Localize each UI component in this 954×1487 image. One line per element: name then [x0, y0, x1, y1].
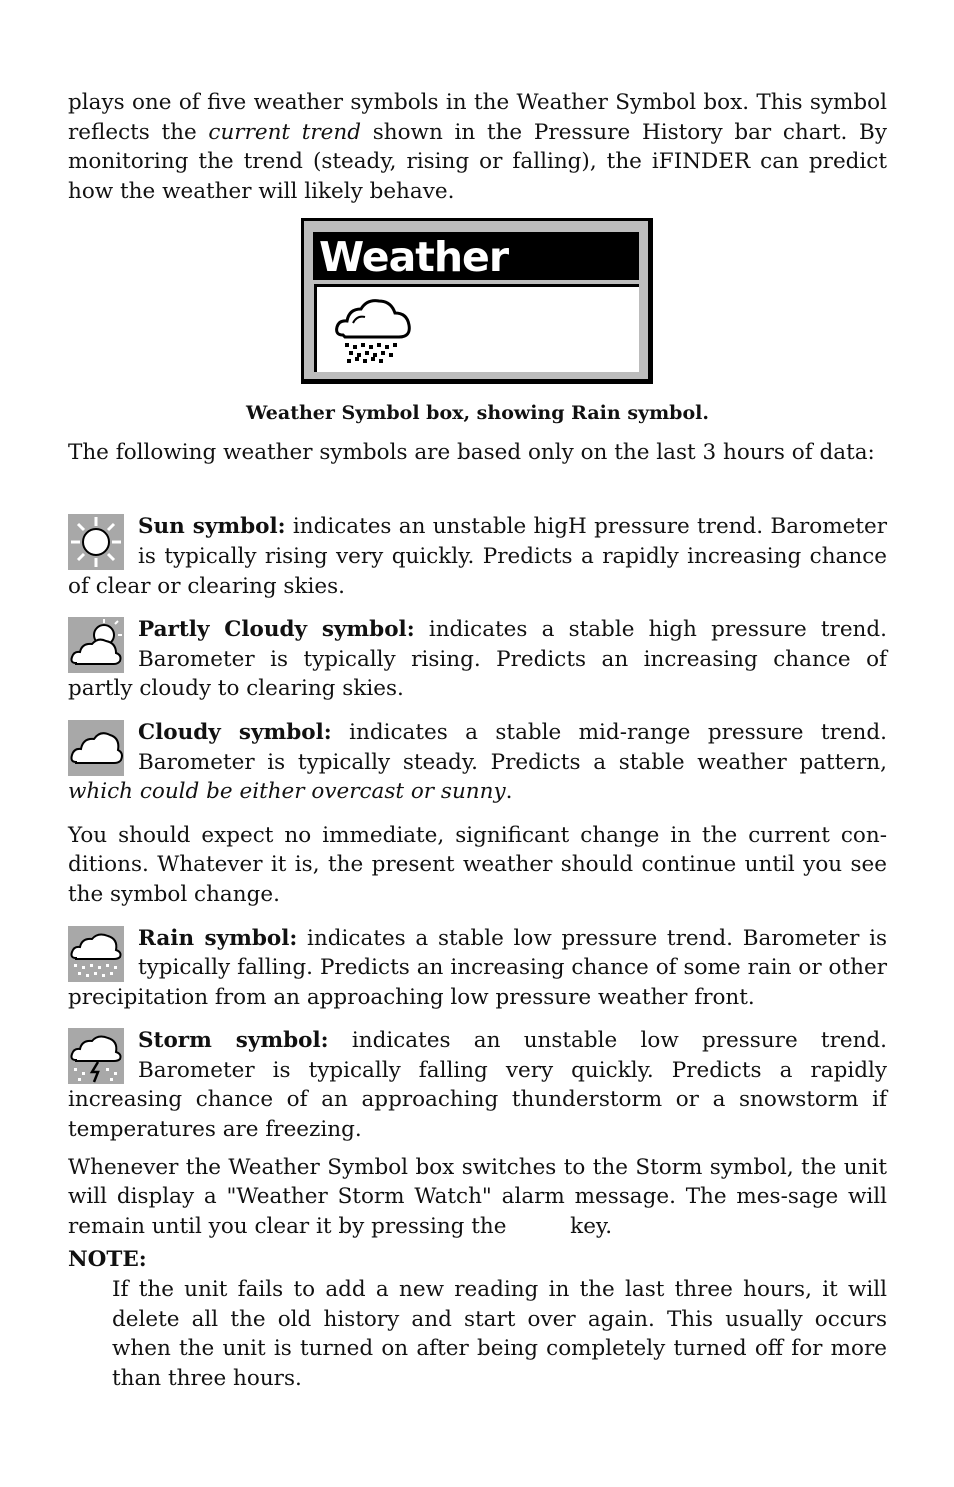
steady-note-paragraph: You should expect no immediate, significant change in the current con-ditions. Whatever it is, the present weather should continue until you see the symbol change.	[68, 822, 887, 907]
sun-symbol-text: indicates an unstable higH pressure trend. Barometer is typically rising very quickly. Predicts a rapidly increasing chance of clear or clearing skies.	[68, 514, 887, 599]
rain-symbol-entry	[68, 924, 887, 1013]
figure-caption: Weather Symbol box, showing Rain symbol.	[246, 402, 709, 425]
intro-text-1: plays one of five weather symbols in the Weather Symbol box. This symbol reflects the	[68, 90, 887, 145]
intro-paragraph	[68, 88, 887, 206]
storm-icon	[68, 1028, 124, 1084]
note-label: NOTE:	[68, 1247, 147, 1273]
note-body: If the unit fails to add a new reading in the last three hours, it will delete all the old history and start over again. This usually occurs when the unit is turned on after being completely turned off for more than three hours.	[112, 1277, 887, 1391]
weather-box-body	[314, 284, 639, 372]
manual-page	[68, 88, 887, 1393]
rain-icon	[68, 926, 124, 982]
cloudy-symbol-text: indicates a stable mid-range pressure trend. Barometer is typically steady. Predicts a stable weather pattern,	[138, 719, 888, 775]
partly-cloudy-icon	[68, 617, 124, 673]
cloudy-symbol-entry	[68, 718, 887, 807]
storm-symbol-entry	[68, 1026, 887, 1144]
intro-emphasis: current trend	[208, 119, 362, 145]
partly-cloudy-symbol-label: Partly Cloudy symbol:	[138, 617, 415, 643]
storm-symbol-text: indicates an unstable low pressure trend. Barometer is typically falling very quickly. Predicts a rapidly increasing chance of an approaching thunderstorm or a snowstorm if temperatures are freezing.	[68, 1028, 888, 1143]
sun-icon	[68, 514, 124, 570]
cloudy-symbol-emphasis: which could be either overcast or sunny	[68, 779, 506, 805]
storm-alarm-key-text: key.	[570, 1213, 613, 1239]
storm-symbol-label: Storm symbol:	[138, 1028, 329, 1054]
weather-box-title: Weather	[313, 232, 639, 280]
sun-symbol-entry	[68, 512, 887, 601]
partly-cloudy-symbol-entry	[68, 615, 887, 704]
partly-cloudy-symbol-text: indicates a stable high pressure trend. Barometer is typically rising. Predicts an increasing chance of partly cloudy to clearing skies.	[68, 617, 887, 702]
rain-symbol-text: indicates a stable low pressure trend. Barometer is typically falling. Predicts an increasing chance of some rain or other precipitation from an approaching low pressure weather front.	[68, 925, 887, 1010]
intro-text-2: shown in the Pressure History bar chart. By monitoring the trend (steady, rising or falling), the iFINDER can predict how the weather will likely behave.	[68, 119, 887, 204]
weather-symbol-box	[301, 218, 653, 384]
storm-alarm-paragraph	[68, 1153, 887, 1242]
basis-paragraph: The following weather symbols are based only on the last 3 hours of data:	[68, 440, 875, 466]
sun-symbol-label: Sun symbol:	[138, 514, 286, 540]
rain-cloud-icon	[333, 293, 415, 365]
weather-figure	[68, 206, 887, 498]
storm-alarm-text: Whenever the Weather Symbol box switches to the Storm symbol, the unit will display a "Weather Storm Watch" alarm message. The mes-sage will remain until you clear it by pressing the	[68, 1154, 887, 1239]
rain-symbol-label: Rain symbol:	[138, 925, 298, 951]
cloudy-symbol-tail: .	[505, 779, 513, 805]
cloudy-symbol-label: Cloudy symbol:	[138, 719, 332, 745]
cloud-icon	[68, 720, 124, 776]
